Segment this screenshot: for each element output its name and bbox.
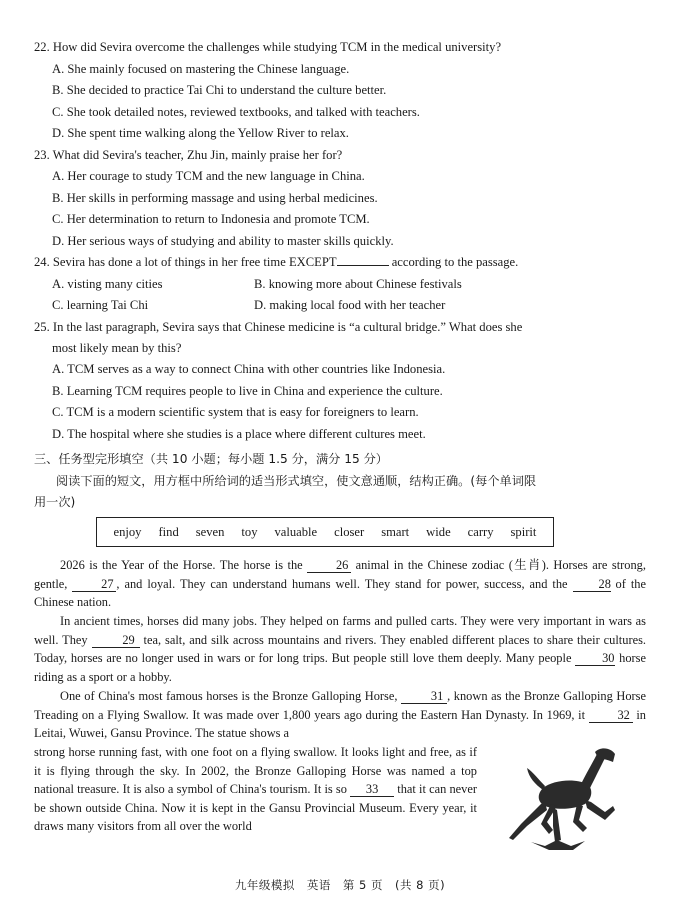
blank-33: 33 bbox=[350, 782, 394, 797]
passage-text: 2026 is the Year of the Horse. The horse is the bbox=[60, 558, 303, 572]
blank-27: 27 bbox=[72, 577, 116, 592]
passage-paragraph-3-continued bbox=[34, 743, 477, 836]
word-bank-word: spirit bbox=[510, 524, 537, 539]
question-24-stem-before: 24. Sevira has done a lot of things in her free time EXCEPT bbox=[34, 255, 337, 269]
blank-31: 31 bbox=[401, 689, 447, 704]
question-22-option-b: B. She decided to practice Tai Chi to understand the culture better. bbox=[52, 83, 387, 97]
passage-text: that it can never be shown outside China. Now it is kept in the Gansu Provincial Museum. Every year, it draws many visitors from all over the world bbox=[34, 782, 477, 833]
word-bank-box bbox=[96, 517, 554, 547]
question-25-option-d: D. The hospital where she studies is a place where different cultures meet. bbox=[52, 427, 426, 441]
passage-text: in Leitai, Wuwei, Gansu Province. The statue shows a bbox=[34, 707, 646, 740]
question-23-stem: 23. What did Sevira's teacher, Zhu Jin, mainly praise her for? bbox=[34, 148, 343, 162]
word-bank-word: closer bbox=[334, 524, 365, 539]
question-24-stem-after: according to the passage. bbox=[391, 255, 519, 269]
question-24-option-a: A. visting many cities bbox=[52, 277, 163, 291]
word-bank-word: toy bbox=[241, 524, 258, 539]
question-24-option-d: D. making local food with her teacher bbox=[254, 298, 446, 312]
passage-paragraph-3 bbox=[34, 687, 646, 743]
passage-text: horse riding as a sport or a hobby. bbox=[34, 651, 646, 684]
question-24-blank bbox=[337, 265, 389, 266]
section-3-instruction-line1: 阅读下面的短文，用方框中所给词的适当形式填空，使文意通顺，结构正确。(每个单词限 bbox=[56, 474, 537, 488]
word-bank-word: seven bbox=[195, 524, 225, 539]
word-bank-word: valuable bbox=[274, 524, 318, 539]
blank-32: 32 bbox=[589, 708, 633, 723]
blank-29: 29 bbox=[92, 633, 140, 648]
section-3-title: 三、任务型完形填空（共 10 小题；每小题 1.5 分，满分 15 分） bbox=[34, 452, 388, 466]
question-22-option-c: C. She took detailed notes, reviewed textbooks, and talked with teachers. bbox=[52, 105, 420, 119]
question-25-option-c: C. TCM is a modern scientific system that is easy for foreigners to learn. bbox=[52, 405, 419, 419]
question-24-stem bbox=[34, 254, 518, 270]
word-bank-word: enjoy bbox=[113, 524, 142, 539]
blank-30: 30 bbox=[575, 651, 615, 666]
question-22-stem: 22. How did Sevira overcome the challenges while studying TCM in the medical university? bbox=[34, 40, 502, 54]
passage-text: of the Chinese nation. bbox=[34, 576, 646, 609]
question-22-option-a: A. She mainly focused on mastering the Chinese language. bbox=[52, 62, 350, 76]
question-25-option-a: A. TCM serves as a way to connect China with other countries like Indonesia. bbox=[52, 362, 446, 376]
passage-text: In ancient times, horses did many jobs. They helped on farms and pulled carts. They were very important in wars as well. They bbox=[34, 614, 646, 647]
passage-text: , known as the Bronze Galloping Horse Treading on a Flying Swallow. It was made over 1,800 years ago during the Eastern Han Dynasty. In 1969, it bbox=[34, 689, 646, 722]
question-22-option-d: D. She spent time walking along the Yellow River to relax. bbox=[52, 126, 349, 140]
passage-text: tea, salt, and silk across mountains and rivers. They enabled different places to share their cultures. Today, horses are no longer used in wars or for long trips. But people still love them deeply. Many people bbox=[34, 632, 646, 665]
page-footer: 九年级模拟 英语 第 5 页 (共 8 页) bbox=[234, 878, 446, 892]
passage-text: One of China's most famous horses is the Bronze Galloping Horse, bbox=[60, 689, 398, 703]
word-bank-word: smart bbox=[381, 524, 410, 539]
passage-text: strong horse running fast, with one foot on a flying swallow. It looks light and free, as if it is flying through the sky. In 2002, the Bronze Galloping Horse was named a top national treasure. It is also a symbol of China's tourism. It is so bbox=[34, 745, 477, 796]
blank-28: 28 bbox=[573, 577, 611, 592]
passage-paragraph-1 bbox=[34, 556, 646, 612]
question-24-option-b: B. knowing more about Chinese festivals bbox=[254, 277, 462, 291]
blank-26: 26 bbox=[307, 558, 351, 573]
question-24-option-c: C. learning Tai Chi bbox=[52, 298, 149, 312]
word-bank-word: carry bbox=[467, 524, 494, 539]
word-bank-word: find bbox=[158, 524, 179, 539]
question-25-stem-line2: most likely mean by this? bbox=[52, 341, 182, 355]
passage-text: animal in the Chinese zodiac (生肖). Horses are strong, gentle, bbox=[34, 558, 646, 591]
question-23-option-a: A. Her courage to study TCM and the new language in China. bbox=[52, 169, 365, 183]
passage-paragraph-2 bbox=[34, 612, 646, 686]
question-25-stem-line1: 25. In the last paragraph, Sevira says that Chinese medicine is “a cultural bridge.” What does she bbox=[34, 320, 523, 334]
word-bank-word: wide bbox=[426, 524, 451, 539]
question-23-option-c: C. Her determination to return to Indonesia and promote TCM. bbox=[52, 212, 370, 226]
question-25-option-b: B. Learning TCM requires people to live in China and experience the culture. bbox=[52, 384, 443, 398]
passage-text: , and loyal. They can understand humans well. They stand for power, success, and the bbox=[116, 576, 568, 591]
question-23-option-d: D. Her serious ways of studying and ability to master skills quickly. bbox=[52, 234, 394, 248]
section-3-instruction-line2: 用一次) bbox=[34, 495, 76, 509]
bronze-galloping-horse-image bbox=[487, 742, 627, 858]
question-23-option-b: B. Her skills in performing massage and using herbal medicines. bbox=[52, 191, 378, 205]
